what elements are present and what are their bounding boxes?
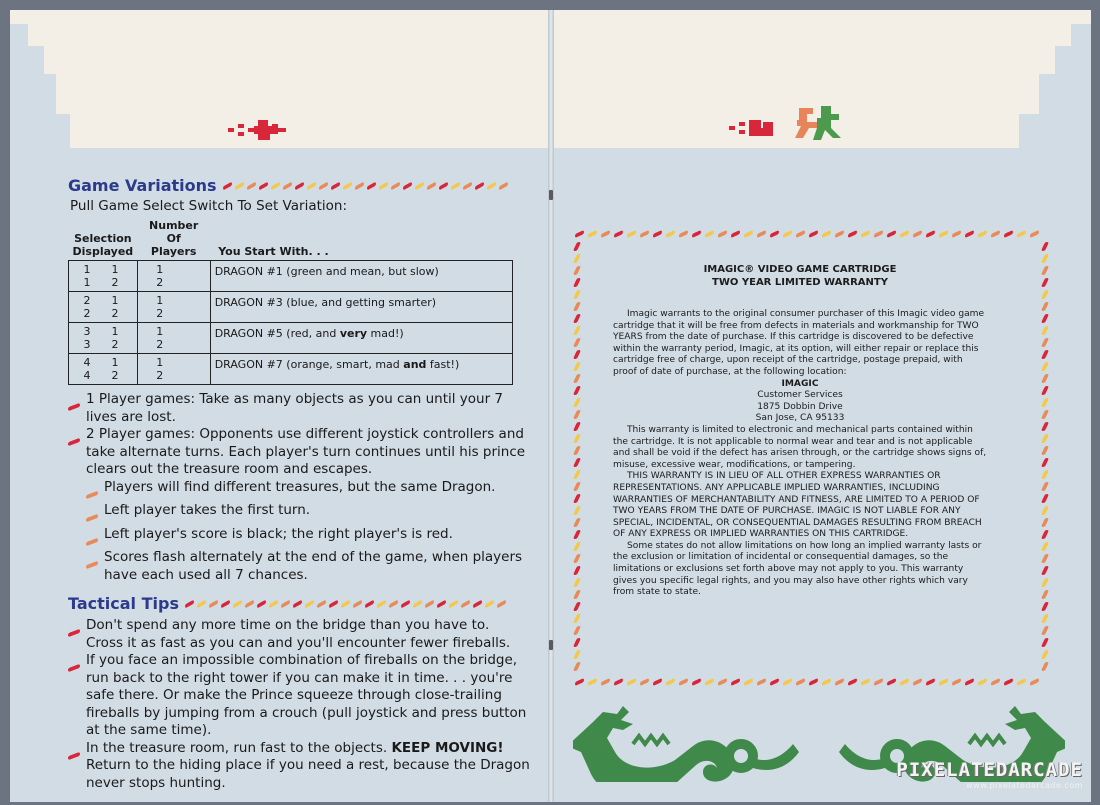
selection-cell: 3 1 3 2 bbox=[69, 323, 138, 354]
variations-table bbox=[68, 217, 513, 385]
manual-spread bbox=[10, 10, 1091, 802]
list-item: If you face an impossible combination of fireballs on the bridge, run back to the right tower if you can make it in time. . . you're safe there. Or make the Prince squeeze through close-trailing fireballs by jumping from a crouch (pull joystick and press button at the same time). bbox=[68, 652, 530, 740]
column-header-start: You Start With. . . bbox=[218, 245, 329, 258]
flame-bullet-icon bbox=[86, 526, 104, 550]
warranty-paragraph: Some states do not allow limitations on how long an implied warranty lasts or the exclusion or limitation of incidental or consequential damages, so the limitations or exclusions set forth above may not apply to you. This warranty gives you specific legal rights, and you may also have other rights which vary from state to state. bbox=[613, 540, 982, 598]
castle-merlon bbox=[1019, 46, 1055, 74]
warranty-paragraph: THIS WARRANTY IS IN LIEU OF ALL OTHER EXPRESS WARRANTIES OR REPRESENTATIONS. ANY APPLICABLE IMPLIED WARRANTIES, INCLUDING WARRANTIES OF MERCHANTABILITY AND FITNESS, ARE LIMITED TO A PERIOD OF TWO YEARS FROM THE DATE OF PURCHASE. IMAGIC IS NOT LIABLE FOR ANY SPECIAL, INCIDENTAL, OR CONSEQUENTIAL DAMAGES RESULTING FROM BREACH OF ANY EXPRESS OR IMPLIED WARRANTIES ON THIS CARTRIDGE. bbox=[613, 471, 982, 540]
staple bbox=[549, 190, 553, 200]
fireball-icon bbox=[729, 118, 789, 138]
address-line: 1875 Dobbin Drive bbox=[757, 401, 843, 412]
table-row bbox=[69, 292, 513, 323]
dragon-description-cell: DRAGON #7 (orange, smart, mad and fast!) bbox=[210, 354, 512, 385]
castle-merlon bbox=[44, 46, 70, 74]
table-row bbox=[69, 323, 513, 354]
flame-bullet-icon bbox=[68, 740, 86, 764]
fireball-icon bbox=[228, 120, 292, 140]
table-header-row bbox=[69, 217, 513, 261]
flame-border-icon bbox=[223, 184, 508, 188]
warranty-paragraph: Imagic warrants to the original consumer purchaser of this Imagic video game cartridge that it will be free from defects in materials and workmanship for TWO YEARS from the date of purchase. If this cartridge is discovered to be defective within the warranty period, Imagic, at its option, will either repair or replace this cartridge free of charge, upon receipt of the cartridge, postage prepaid, with proof of date of purchase, at the following location: bbox=[613, 309, 985, 377]
dragon-description-cell: DRAGON #3 (blue, and getting smarter) bbox=[210, 292, 512, 323]
list-item: Scores flash alternately at the end of the game, when players have each used all 7 chances. bbox=[86, 549, 530, 584]
warranty-section bbox=[613, 263, 987, 599]
book-spine bbox=[548, 10, 554, 802]
intro-text: Pull Game Select Switch To Set Variation: bbox=[70, 198, 348, 214]
flame-edge bbox=[575, 242, 579, 671]
flame-bullet-icon bbox=[86, 549, 104, 573]
address-line: San Jose, CA 95133 bbox=[755, 413, 845, 424]
flame-bullet-icon bbox=[68, 426, 86, 450]
list-item: 2 Player games: Opponents use different joystick controllers and take alternate turns. Each player's turn continues until his prince clears out the treasure room and escapes. bbox=[68, 426, 530, 479]
table-row bbox=[69, 261, 513, 292]
column-header-selection: Selection Displayed bbox=[72, 232, 134, 258]
tip-text: Return to the hiding place if you need a rest, because the Dragon never stops hunting. bbox=[86, 757, 530, 791]
address-name: IMAGIC bbox=[781, 378, 819, 389]
list-item: Left player takes the first turn. bbox=[86, 502, 530, 526]
flame-edge bbox=[575, 232, 1039, 236]
castle-wall bbox=[70, 10, 551, 148]
watermark bbox=[896, 759, 1083, 790]
watermark-url: www.pixelatedarcade.com bbox=[966, 781, 1083, 790]
flame-bullet-icon bbox=[68, 391, 86, 415]
table-row bbox=[69, 354, 513, 385]
left-page bbox=[10, 10, 551, 802]
flame-edge bbox=[1043, 242, 1047, 671]
list-item: Don't spend any more time on the bridge than you have to. Cross it as fast as you can and you'll encounter fewer fireballs. bbox=[68, 617, 530, 652]
selection-cell: 4 1 4 2 bbox=[69, 354, 138, 385]
players-cell: 1 2 bbox=[137, 323, 210, 354]
castle-merlon bbox=[1019, 10, 1091, 24]
tip-text: In the treasure room, run fast to the objects. bbox=[86, 739, 392, 756]
watermark-brand: PIXELATEDARCADE bbox=[896, 759, 1083, 781]
castle-merlon bbox=[1019, 24, 1071, 46]
flame-bullet-icon bbox=[68, 652, 86, 676]
warranty-title: IMAGIC® VIDEO GAME CARTRIDGE TWO YEAR LIMITED WARRANTY bbox=[703, 264, 897, 288]
list-item: Players will find different treasures, but the same Dragon. bbox=[86, 479, 530, 503]
game-variations-title: Game Variations bbox=[68, 176, 217, 195]
selection-cell: 1 1 1 2 bbox=[69, 261, 138, 292]
dragon-icon bbox=[573, 682, 823, 782]
warranty-paragraph: This warranty is limited to electronic and mechanical parts contained within the cartridge. It is not applicable to normal wear and tear and is not applicable and shall be void if the defect has arisen through, or the cartridge shows signs of, misuse, excessive wear, modifications, or tampering. bbox=[613, 424, 987, 470]
right-page bbox=[551, 10, 1091, 802]
section-heading bbox=[68, 176, 530, 195]
castle-merlon bbox=[56, 74, 70, 114]
section-heading bbox=[68, 594, 530, 613]
tip-emphasis: KEEP MOVING! bbox=[391, 739, 504, 756]
flame-bullet-icon bbox=[86, 479, 104, 503]
dragon-description-cell: DRAGON #5 (red, and very mad!) bbox=[210, 323, 512, 354]
players-cell: 1 2 bbox=[137, 261, 210, 292]
staple bbox=[549, 640, 553, 650]
players-cell: 1 2 bbox=[137, 354, 210, 385]
castle-merlon bbox=[1019, 74, 1039, 114]
flame-bullet-icon bbox=[86, 502, 104, 526]
castle-merlon bbox=[28, 24, 70, 46]
flame-bullet-icon bbox=[68, 617, 86, 641]
players-cell: 1 2 bbox=[137, 292, 210, 323]
list-item: Left player's score is black; the right player's is red. bbox=[86, 526, 530, 550]
list-item: 1 Player games: Take as many objects as you can until your 7 lives are lost. bbox=[68, 391, 530, 426]
address-line: Customer Services bbox=[757, 390, 843, 401]
game-variations-section bbox=[68, 176, 530, 792]
column-header-players: Number Of Players bbox=[149, 219, 199, 258]
tip-item bbox=[68, 740, 530, 793]
dragon-description-cell: DRAGON #1 (green and mean, but slow) bbox=[210, 261, 512, 292]
tactical-tips-title: Tactical Tips bbox=[68, 594, 179, 613]
castle-merlon bbox=[10, 10, 70, 24]
flame-border-icon bbox=[185, 602, 506, 606]
prince-icon bbox=[791, 102, 857, 150]
selection-cell: 2 1 2 2 bbox=[69, 292, 138, 323]
